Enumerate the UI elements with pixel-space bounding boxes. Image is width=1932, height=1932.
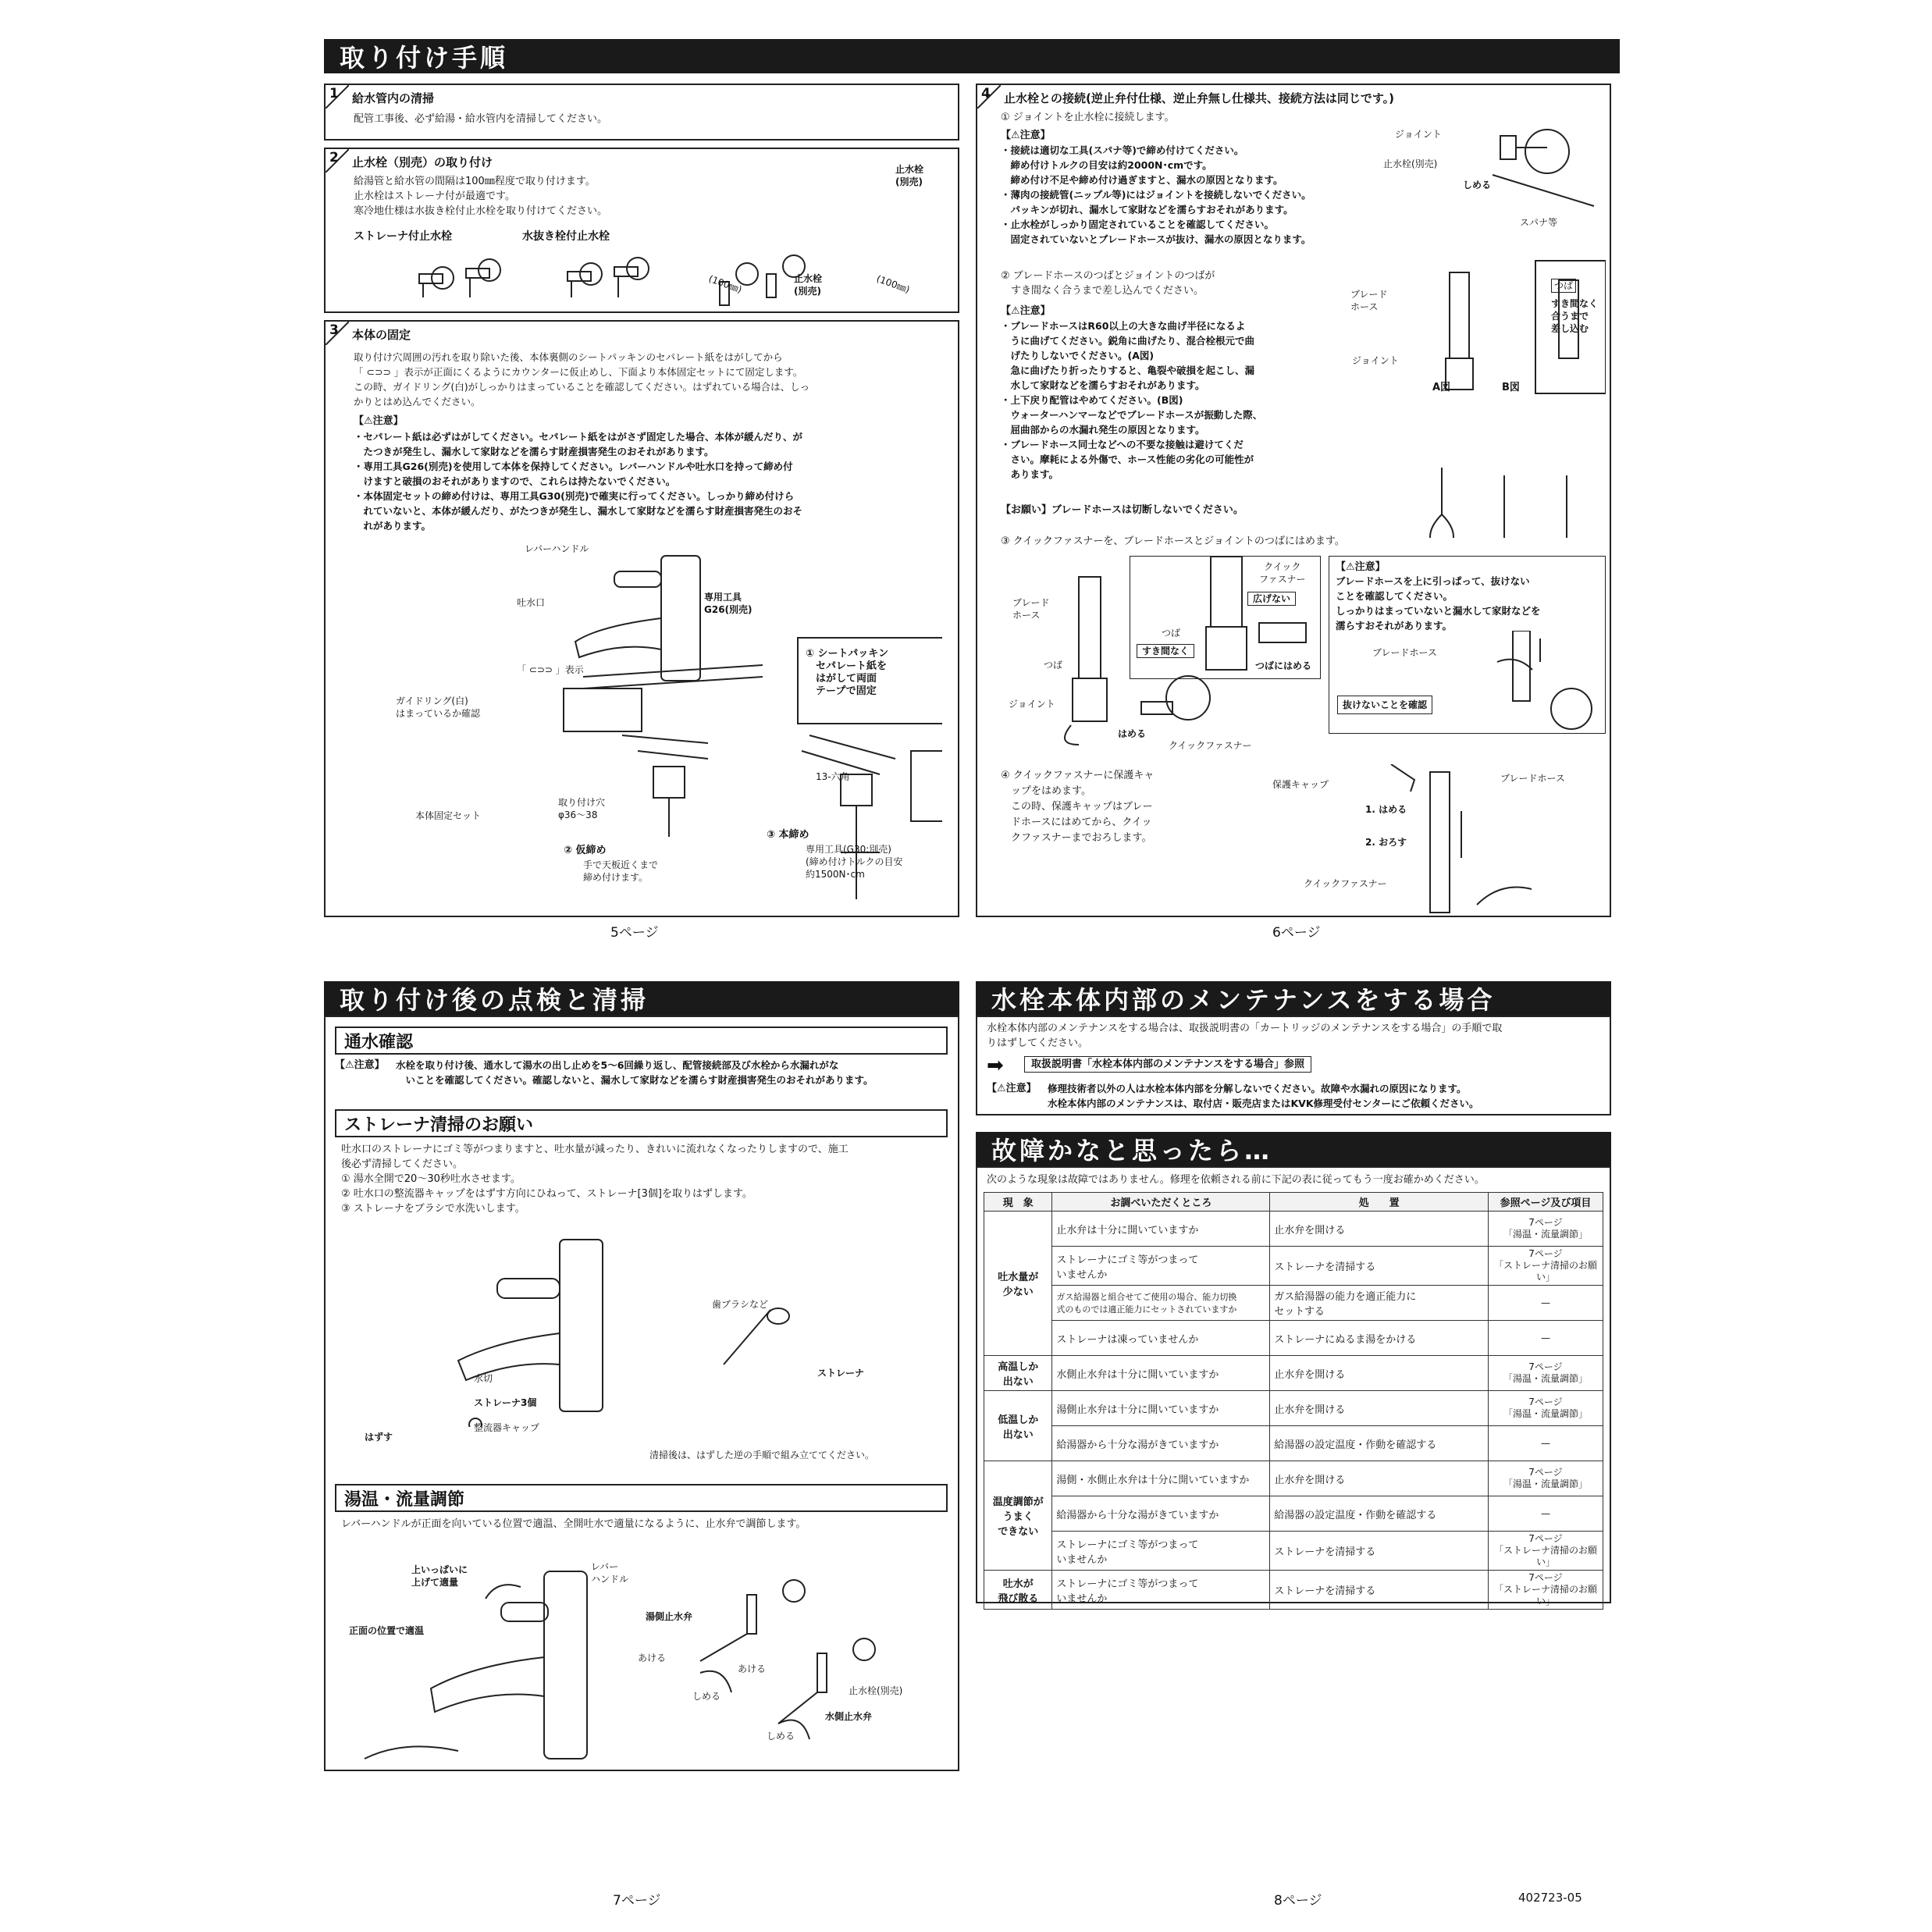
symptom-cell: 吐水量が 少ない [984,1212,1052,1356]
tool-label: 専用工具 G26(別売) [704,592,753,615]
lever-label: レバーハンドル [525,543,589,554]
check-cell: ストレーナにゴミ等がつまって いませんか [1052,1532,1270,1571]
banner-title: 取り付け後の点検と清掃 [340,985,649,1015]
fig-a-label: A図 [1432,382,1451,393]
fix-set-label: 本体固定セット [415,810,482,821]
quick-fastener-detail [1130,556,1321,679]
step-number: 2 [326,149,349,173]
braid-hose-label: ブレード ホース [1350,289,1388,312]
close-label-2: しめる [767,1731,795,1742]
hex-label: 13-六角 [816,771,850,782]
step-4-b: ② ブレードホースのつばとジョイントのつばが すき間なく合うまで差し込んでください。 [1001,270,1215,297]
max-up-label: 上いっぱいに 上げて適量 [411,1564,468,1588]
caution-heading-1: 【⚠注意】 [1001,130,1051,141]
check-cell: 水側止水弁は十分に開いていますか [1052,1356,1270,1391]
step-3-box [324,320,959,917]
tighten-label: しめる [1463,180,1492,190]
banner-title: 故障かなと思ったら… [991,1136,1273,1165]
check-cell: ストレーナにゴミ等がつまって いませんか [1052,1571,1270,1610]
maintenance-text: 水栓本体内部のメンテナンスをする場合は、取扱説明書の「カートリッジのメンテナンスをする場合」の手順で取 りはずしてください。 [987,1023,1503,1049]
step-1-box [324,84,959,141]
inspection-panel [324,1016,959,1771]
action-cell: ストレーナを清掃する [1270,1571,1489,1610]
distance-label-1: (100㎜) [706,272,744,296]
check-cell: 給湯器から十分な湯がきていますか [1052,1496,1270,1532]
water-check-text: 水栓を取り付け後、通水して湯水の出し止めを5～6回繰り返し、配管接続部及び水栓から水漏れがな いことを確認してください。確認しないと、漏水して家財などを濡らす財産損害発生のおそれがあります。 [396,1059,873,1086]
step-text: 取り付け穴周囲の汚れを取り除いた後、本体裏側のシートパッキンのセパレート紙をはがしてから 「 ⊂⊃⊃ 」表示が正面にくるようにカウンターに仮止めし、下面より本体固定セットにて固定します。 この時、ガイドリング(白)がしっかりはまっていることを確認してください。はずれている場合は、しっ かりとはめ込んでください。 [354,351,810,407]
step-4-a: ① ジョイントを止水栓に接続します。 [1001,112,1175,123]
spanner-label: スパナ等 [1520,217,1558,228]
table-row [984,1461,1603,1496]
temp-flow-text: レバーハンドルが正面を向いている位置で適温、全開吐水で適量になるように、止水弁で調節します。 [341,1518,806,1530]
action-cell: ガス給湯器の能力を適正能力に セットする [1270,1286,1489,1321]
drain-valve-label: 水抜き栓付止水栓 [522,230,610,243]
caution-text: ・セパレート紙は必ずはがしてください。セパレート紙をはがさず固定した場合、本体が緩んだり、が たつきが発生し、漏水して家財などを濡らす財産損害発生のおそれがあります。 ・専用工具G26(別売)を使用して本体を保持してください。レバーハンドルや吐水口を持って締め付 けますと破損のおそれがありますので、これらは持たないでください。 ・本体固定セットの締め付けは、専用工具G30(別売)で確実に行ってください。しっかり締め付けら れていないと、本体が緩んだり、がたつきが発生し、漏水して家財などを濡らす財産損害発生のおそ れがあります。 [354,431,803,532]
fit-step-label: 1. はめる [1365,804,1407,815]
seat-packing-label: ① シートパッキン セパレート紙を はがして両面 テープで固定 [806,648,889,697]
check-cell: 湯側・水側止水弁は十分に開いていますか [1052,1461,1270,1496]
hole-label: 取り付け穴 φ36～38 [558,797,606,820]
pull-check-box [1329,556,1606,734]
action-cell: ストレーナを清掃する [1270,1532,1489,1571]
table-row [984,1532,1603,1571]
reference-cell: — [1488,1426,1603,1461]
reference-cell: — [1488,1496,1603,1532]
mark-label: 「 ⊂⊃⊃ 」表示 [517,664,584,675]
reference-cell: 7ページ 「湯温・流量調節」 [1488,1356,1603,1391]
step-number: 3 [326,322,349,345]
table-row [984,1391,1603,1426]
step-4-c: ③ クイックファスナーを、ブレードホースとジョイントのつばにはめます。 [1001,535,1345,547]
table-row [984,1426,1603,1461]
lever-handle-label: レバー ハンドル [591,1561,629,1585]
qf-label: クイック ファスナー [1259,561,1306,585]
section-banner-troubleshoot [976,1132,1611,1166]
symptom-cell: 低温しか 出ない [984,1391,1052,1461]
reference-cell: 7ページ 「湯温・流量調節」 [1488,1461,1603,1496]
symptom-cell: 温度調節が うまく できない [984,1461,1052,1571]
fit-label: はめる [1118,728,1147,739]
valve-label-2: 止水栓 (別売) [794,273,823,297]
reference-cell: 7ページ 「湯温・流量調節」 [1488,1212,1603,1247]
table-row [984,1212,1603,1247]
brush-label: 歯ブラシなど [712,1299,769,1310]
maintenance-panel [976,1016,1611,1115]
flow-cap-label: 整流器キャップ [474,1422,540,1433]
section-banner-install [324,39,1620,73]
spout-label: 吐水口 [517,597,546,608]
valve-illustrations [404,247,841,309]
page-5-number: 5ページ [610,925,659,941]
valve-label: 止水栓(別売) [1383,158,1438,169]
braid-hose-label-2: ブレード ホース [1012,597,1050,621]
table-row [984,1571,1603,1610]
action-cell: 止水弁を開ける [1270,1461,1489,1496]
caution-text-1: ・接続は適切な工具(スパナ等)で締め付けてください。 締め付けトルクの目安は約2000N･cmです。 締め付け不足や締め付け過ぎますと、漏水の原因となります。 ・薄肉の接続管(ニップル等)にはジョイントを接続しないでください。 パッキンが切れ、漏水して家財などを濡らすおそれがあります。 ・止水栓がしっかり固定されていることを確認してください。 固定されていないとブレードホースが抜け、漏水の原因となります。 [1001,144,1311,245]
document-code: 402723-05 [1518,1891,1582,1905]
caution-heading-2: 【⚠注意】 [1001,305,1051,317]
page-6-number: 6ページ [1272,925,1321,941]
guide-ring-label: ガイドリング(白) はまっているか確認 [396,696,481,719]
check-cell: 給湯器から十分な湯がきていますか [1052,1426,1270,1461]
joint-label: ジョイント [1395,129,1442,140]
table-header-row [984,1193,1603,1212]
cap-label: 保護キャップ [1272,779,1329,790]
action-cell: ストレーナにぬるま湯をかける [1270,1321,1489,1356]
table-header-cell: お調べいただくところ [1052,1193,1270,1212]
strainer-3-label: ストレーナ3個 [474,1397,537,1408]
no-gap-label: すき間なく 合うまで 差し込む [1551,298,1599,334]
tsuba-label-2: つば [1044,660,1063,671]
reassemble-text: 清掃後は、はずした逆の手順で組み立ててください。 [649,1450,875,1461]
table-row [984,1356,1603,1391]
remove-label: はずす [365,1432,393,1443]
manual-reference: 取扱説明書「水栓本体内部のメンテナンスをする場合」参照 [1024,1056,1311,1073]
reference-cell: 7ページ 「ストレーナ清掃のお願い」 [1488,1532,1603,1571]
banner-title: 取り付け手順 [340,43,509,73]
table-header-cell: 処 置 [1270,1193,1489,1212]
stop-valve-label: 止水栓(別売) [849,1685,903,1696]
joint-illustration [1485,120,1610,214]
section-banner-maintenance [976,981,1611,1016]
quick-fastener-label: クイックファスナー [1169,740,1252,751]
symptom-cell: 吐水が 飛び散る [984,1571,1052,1610]
arrow-right-icon: ➡ [987,1054,1004,1077]
water-check-caution-head: 【⚠注意】 [335,1059,385,1071]
check-cell: ガス給湯器と組合せてご使用の場合、能力切換 式のものでは適正能力にセットされていますか [1052,1286,1270,1321]
braid-hose-label-4: ブレードホース [1500,773,1565,784]
reference-cell: 7ページ 「湯温・流量調節」 [1488,1391,1603,1426]
lower-step-label: 2. おろす [1365,837,1407,848]
joint-label-2: ジョイント [1352,355,1399,366]
maintenance-caution-head: 【⚠注意】 [987,1083,1037,1094]
caution-heading-3: 【⚠注意】 [1336,561,1386,573]
distance-label-2: (100㎜) [874,272,912,296]
caution-heading: 【⚠注意】 [354,415,404,427]
action-cell: 止水弁を開ける [1270,1391,1489,1426]
reference-cell: 7ページ 「ストレーナ清掃のお願い」 [1488,1247,1603,1286]
maintenance-caution: 修理技術者以外の人は水栓本体内部を分解しないでください。故障や水漏れの原因になります。 水栓本体内部のメンテナンスは、取付店・販売店またはKVK修理受付センターにご依頼ください。 [1048,1083,1479,1109]
request-text: 【お願い】ブレードホースは切断しないでください。 [1001,504,1244,516]
reference-cell: — [1488,1286,1603,1321]
hot-valve-label: 湯側止水弁 [646,1611,693,1622]
table-row [984,1496,1603,1532]
final-tighten-label: ③ 本締め [767,829,809,841]
troubleshoot-intro: 次のような現象は故障ではありません。修理を依頼される前に下記の表に従ってもう一度お確かめください。 [987,1174,1485,1186]
no-widen-label: 広げない [1247,592,1296,606]
check-cell: 湯側止水弁は十分に開いていますか [1052,1391,1270,1426]
action-cell: 止水弁を開ける [1270,1212,1489,1247]
caution-text-3: ブレードホースを上に引っぱって、抜けない ことを確認してください。 しっかりはまっていないと漏水して家財などを 濡らすおそれがあります。 [1336,575,1541,632]
step-title: 止水栓（別売）の取り付け [352,155,493,169]
temp-flow-heading: 湯温・流量調節 [335,1484,948,1512]
reference-cell: — [1488,1321,1603,1356]
open-label-1: あける [638,1653,667,1663]
joint-label-3: ジョイント [1009,699,1055,710]
protect-cap-illustration [1368,764,1539,916]
temp-tighten-desc: 手で天板近くまで 締め付けます。 [583,859,659,883]
action-cell: ストレーナを清掃する [1270,1247,1489,1286]
table-header-cell: 現 象 [984,1193,1052,1212]
close-label-1: しめる [692,1691,721,1702]
strainer-label: ストレーナ [817,1368,865,1379]
temp-tighten-label: ② 仮締め [564,845,607,856]
step-2-box [324,148,959,313]
gapless-label: すき間なく [1137,644,1194,658]
step-4-box [976,84,1611,917]
troubleshoot-table [984,1192,1603,1610]
page-7-number: 7ページ [613,1893,661,1909]
strainer-heading: ストレーナ清掃のお願い [335,1109,948,1137]
table-header-cell: 参照ページ及び項目 [1488,1193,1603,1212]
front-position-label: 正面の位置で適温 [349,1625,425,1636]
section-banner-inspection [324,981,959,1016]
step-text: 配管工事後、必ず給湯・給水管内を清掃してください。 [354,113,608,125]
confirm-label: 抜けないことを確認 [1337,696,1432,714]
water-check-heading: 通水確認 [335,1026,948,1055]
final-tighten-desc: 専用工具(G30:別売) (締め付けトルクの目安 約1500N･cm [806,844,903,880]
table-row [984,1286,1603,1321]
caution-text-2: ・ブレードホースはR60以上の大きな曲げ半径になるよ うに曲げてください。鋭角に曲げたり、混合栓根元で曲 げたりしないでください。(A図) 急に曲げたり折ったりすると、亀裂や破損を起こし、漏 水して家財などを濡らすおそれがあります。 ・上下戻り配管はやめてください。(B図) ウォーターハンマーなどでブレードホースが振動した際、 屈曲部からの水漏れ発生の原因となります。 ・ブレードホース同士などへの不要な接触は避けてくだ さい。摩耗による外傷で、ホース性能の劣化の可能性が あります。 [1001,320,1263,480]
tsuba-label-3: つば [1162,628,1181,639]
symptom-cell: 高温しか 出ない [984,1356,1052,1391]
fit-tsuba-label: つばにはめる [1255,660,1312,671]
check-cell: ストレーナにゴミ等がつまって いませんか [1052,1247,1270,1286]
fig-b-label: B図 [1502,382,1520,393]
braid-hose-label-3: ブレードホース [1372,647,1437,658]
step-title: 止水栓との接続(逆止弁付仕様、逆止弁無し仕様共、接続方法は同じです。) [1004,91,1395,105]
check-cell: ストレーナは凍っていませんか [1052,1321,1270,1356]
action-cell: 給湯器の設定温度・作動を確認する [1270,1426,1489,1461]
check-cell: 止水弁は十分に開いていますか [1052,1212,1270,1247]
page-8-number: 8ページ [1274,1893,1322,1909]
step-title: 本体の固定 [352,328,411,342]
tsuba-label: つば [1551,279,1576,293]
quick-fastener-label-3: クイックファスナー [1304,878,1387,889]
step-text: 給湯管と給水管の間隔は100㎜程度で取り付けます。 止水栓はストレーナ付が最適です。 寒冷地仕様は水抜き栓付止水栓を取り付けてください。 [354,176,608,217]
table-row [984,1321,1603,1356]
banner-title: 水栓本体内部のメンテナンスをする場合 [991,985,1496,1015]
table-row [984,1247,1603,1286]
reference-cell: 7ページ 「ストレーナ清掃のお願い」 [1488,1571,1603,1610]
action-cell: 止水弁を開ける [1270,1356,1489,1391]
action-cell: 給湯器の設定温度・作動を確認する [1270,1496,1489,1532]
step-number: 1 [326,85,349,109]
cold-valve-label: 水側止水弁 [825,1711,873,1722]
strainer-valve-label: ストレーナ付止水栓 [354,230,452,243]
valve-label-1: 止水栓 (別売) [895,164,924,187]
strainer-text: 吐水口のストレーナにゴミ等がつまりますと、吐水量が減ったり、きれいに流れなくなったりしますので、施工 後必ず清掃してください。 ① 湯水全開で20～30秒吐水させます。 ② 吐水口の整流器キャップをはずす方向にひねって、ストレーナ[3個]を取りはずします。 ③ ストレーナをブラシで水洗いします。 [341,1144,849,1215]
step-title: 給水管内の清掃 [352,91,435,105]
open-label-2: あける [738,1663,767,1674]
step-4-d: ④ クイックファスナーに保護キャ ップをはめます。 この時、保護キャップはブレー ドホースにはめてから、クイッ クファスナーまでおろします。 [1001,770,1155,844]
step-number: 4 [977,85,1001,109]
cutoff-label: 水切 [474,1373,493,1384]
